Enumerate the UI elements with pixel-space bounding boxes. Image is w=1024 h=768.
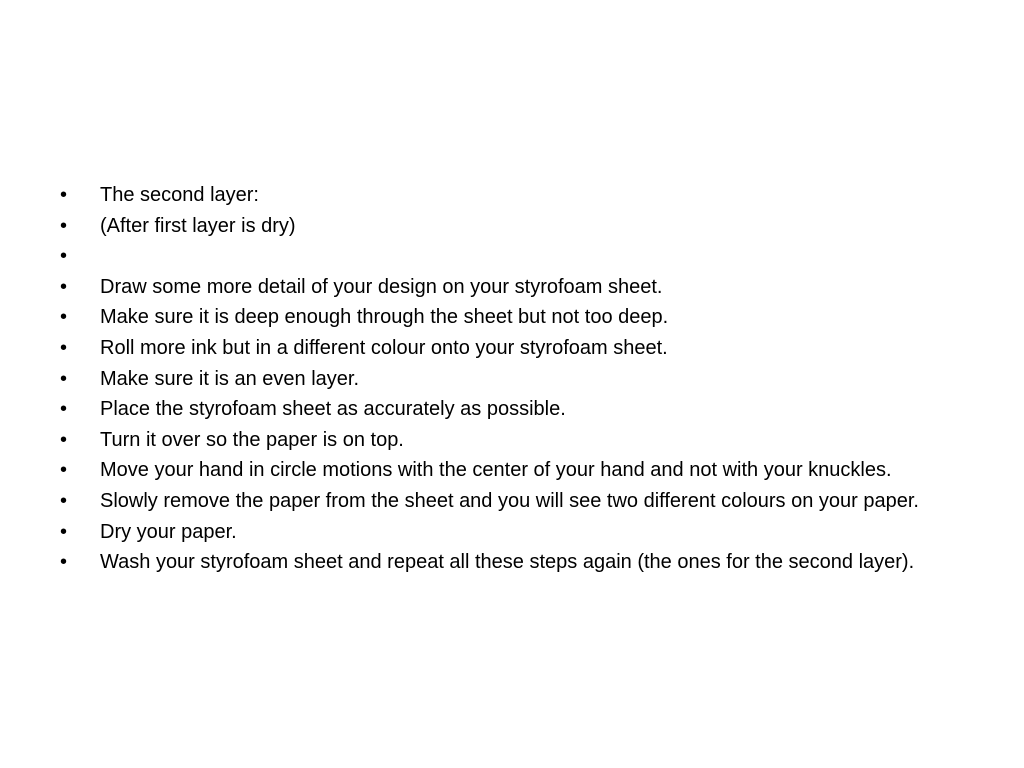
list-item-text: Slowly remove the paper from the sheet and you will see two different colours on your paper. [100,489,919,512]
list-item-text: Move your hand in circle motions with the center of your hand and not with your knuckles. [100,459,892,482]
list-item [60,550,960,574]
bullet-icon: • [60,520,68,543]
bullet-icon: • [60,367,68,390]
list-item [60,336,960,360]
list-item-text: (After first layer is dry) [100,214,296,237]
list-item-text: The second layer: [100,184,259,206]
bullet-icon: • [60,489,68,512]
bullet-icon: • [60,459,68,482]
list-item [60,275,960,299]
bullet-list [60,183,960,581]
bullet-icon: • [60,551,68,574]
list-item-text: Place the styrofoam sheet as accurately as possible. [100,398,566,421]
list-item [60,428,960,452]
list-item-text: Roll more ink but in a different colour onto your styrofoam sheet. [100,336,668,359]
list-item [60,244,960,268]
bullet-icon: • [60,336,68,359]
list-item [60,214,960,238]
list-item [60,489,960,513]
bullet-icon: • [60,214,68,237]
bullet-icon: • [60,184,68,206]
list-item-text: Make sure it is an even layer. [100,367,360,390]
list-item-text: Draw some more detail of your design on your styrofoam sheet. [100,275,663,298]
list-item [60,397,960,421]
list-item [60,367,960,391]
list-item-text: Make sure it is deep enough through the sheet but not too deep. [100,306,669,329]
bullet-icon: • [60,428,68,451]
list-item-text: Wash your styrofoam sheet and repeat all these steps again (the ones for the second layer). [100,551,915,574]
bullet-icon: • [60,275,68,298]
bullet-icon: • [60,245,68,268]
list-item-text: Dry your paper. [100,520,237,543]
list-item [60,305,960,329]
bullet-icon: • [60,306,68,329]
list-item-text: Turn it over so the paper is on top. [100,428,404,451]
list-item [60,458,960,482]
bullet-icon: • [60,398,68,421]
list-item [60,183,960,207]
list-item [60,520,960,544]
